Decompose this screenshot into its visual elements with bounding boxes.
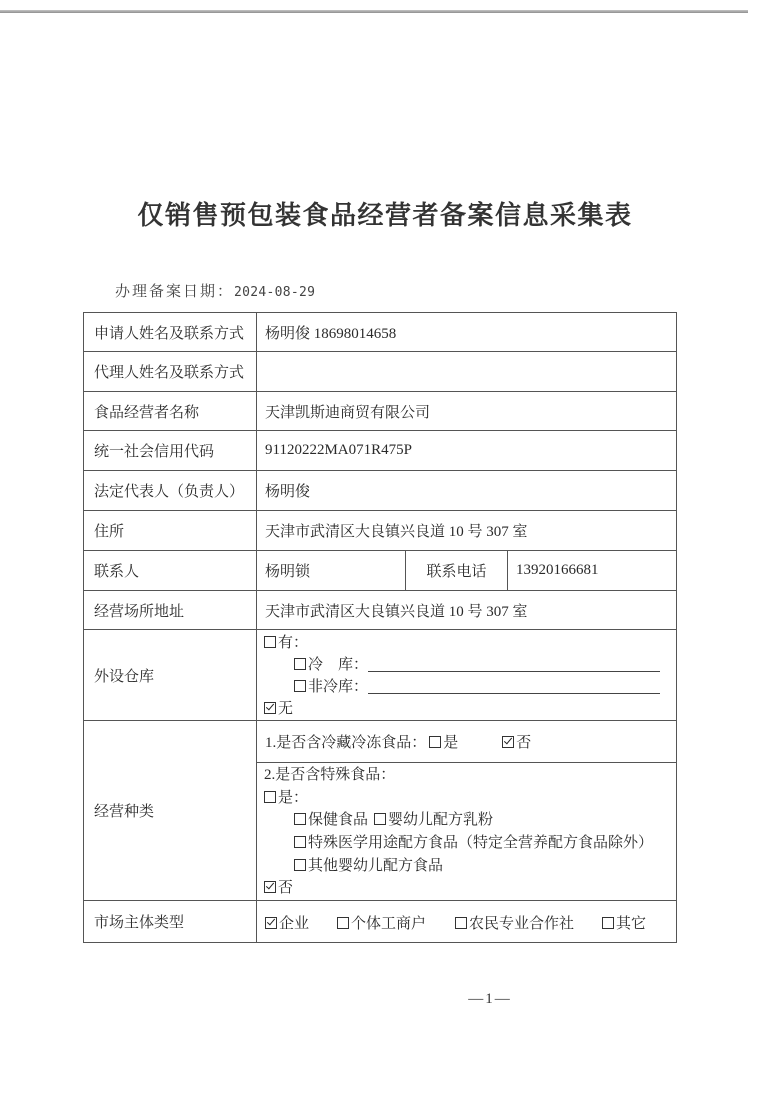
q2-option-health-food: [294, 812, 368, 828]
q1-yes-checkbox-icon: [429, 736, 441, 748]
q2-option-infant-formula: [374, 812, 493, 828]
q2-yes-checkbox-icon: [264, 791, 276, 803]
q2-no-label: 否: [278, 880, 294, 897]
warehouse-cold-blank-line: [368, 657, 660, 672]
warehouse-cold-label: 冷 库：: [308, 657, 369, 673]
applicant-value: [257, 313, 677, 352]
q1-yes-label: 是: [443, 735, 459, 751]
infant-formula-label: 婴幼儿配方乳粉: [388, 812, 494, 829]
q1-no-option: [502, 735, 531, 751]
legal-representative-value: 杨明俊: [257, 471, 677, 511]
warehouse-cold-checkbox-icon: [294, 658, 306, 670]
agent-value: [257, 352, 677, 392]
warehouse-non-cold-option: [294, 676, 669, 698]
warehouse-non-cold-blank-line: [368, 679, 660, 694]
enterprise-label: 企业: [279, 915, 310, 932]
operator-name-value: 天津凯斯迪商贸有限公司: [257, 392, 677, 431]
q2-yes-option: [264, 787, 669, 810]
warehouse-has-checkbox-icon: [264, 636, 276, 648]
contact-phone: 13920166681: [508, 551, 677, 591]
entity-type-label: 市场主体类型: [84, 901, 257, 943]
infant-formula-checkbox-icon: [374, 813, 386, 825]
scan-edge-line: [0, 10, 748, 13]
medical-food-checkbox-icon: [294, 836, 306, 848]
premises-address-label: 经营场所地址: [84, 591, 257, 630]
table-row-applicant: [84, 313, 677, 352]
business-category-q2: [257, 763, 677, 901]
other-checkbox-icon: [602, 917, 614, 929]
entity-option-other: [602, 912, 646, 933]
table-row-residence: [84, 511, 677, 551]
other-label: 其它: [616, 915, 647, 932]
health-food-checkbox-icon: [294, 813, 306, 825]
warehouse-none-label: 无: [278, 701, 294, 717]
contact-name: 杨明锁: [257, 551, 406, 591]
table-row-agent: [84, 352, 677, 392]
external-warehouse-options: [257, 630, 677, 721]
table-row-business-category-q1: [84, 721, 677, 763]
warehouse-non-cold-checkbox-icon: [294, 680, 306, 692]
q1-question: 1.是否含冷藏冷冻食品：: [265, 735, 427, 751]
entity-option-enterprise: [265, 912, 309, 933]
operator-name-label: 食品经营者名称: [84, 392, 257, 431]
medical-food-label: 特殊医学用途配方食品（特定全营养配方食品除外）: [308, 835, 654, 852]
warehouse-has-label: 有：: [278, 635, 309, 651]
contact-phone-label: 联系电话: [406, 551, 508, 591]
table-row-entity-type: [84, 901, 677, 943]
residence-value: 天津市武清区大良镇兴良道 10 号 307 室: [257, 511, 677, 551]
q2-no-option: [264, 877, 669, 900]
filing-info-table: [83, 312, 677, 943]
individual-checkbox-icon: [337, 917, 349, 929]
table-row-external-warehouse: [84, 630, 677, 721]
filing-date-value: 2024-08-29: [234, 285, 316, 300]
page-number: —1—: [468, 991, 512, 1007]
q2-yes-label: 是：: [278, 789, 309, 806]
q1-no-checkbox-icon: [502, 736, 514, 748]
q2-option-medical-food: [294, 832, 669, 855]
applicant-label: 申请人姓名及联系方式: [84, 313, 257, 352]
table-row-contact: [84, 551, 677, 591]
cooperative-checkbox-icon: [455, 917, 467, 929]
entity-type-options: [257, 901, 677, 943]
table-row-credit-code: [84, 431, 677, 471]
entity-option-individual: [337, 912, 426, 933]
table-row-operator-name: [84, 392, 677, 431]
warehouse-none-checkbox-icon: [264, 702, 276, 714]
other-infant-food-label: 其他婴幼儿配方食品: [308, 857, 444, 874]
individual-label: 个体工商户: [351, 915, 427, 932]
enterprise-checkbox-icon: [265, 917, 277, 929]
warehouse-has-option: [264, 632, 669, 654]
contact-label: 联系人: [84, 551, 257, 591]
business-category-q1: [257, 721, 677, 763]
q2-option-other-infant-food: [294, 855, 669, 878]
business-category-label: 经营种类: [84, 721, 257, 901]
warehouse-none-option: [264, 698, 669, 720]
entity-option-cooperative: [455, 912, 574, 933]
residence-label: 住所: [84, 511, 257, 551]
q2-options-line-1: [294, 809, 669, 832]
agent-label: 代理人姓名及联系方式: [84, 352, 257, 392]
applicant-name: 杨明俊: [265, 325, 311, 342]
credit-code-value: 91120222MA071R475P: [257, 431, 677, 471]
cooperative-label: 农民专业合作社: [469, 915, 575, 932]
health-food-label: 保健食品: [308, 812, 369, 829]
q1-yes-option: [429, 735, 458, 751]
q2-no-checkbox-icon: [264, 881, 276, 893]
other-infant-food-checkbox-icon: [294, 859, 306, 871]
warehouse-cold-option: [294, 654, 669, 676]
filing-date: [115, 280, 315, 301]
document-title: 仅销售预包装食品经营者备案信息采集表: [137, 201, 633, 230]
warehouse-non-cold-label: 非冷库：: [308, 679, 369, 695]
applicant-phone: 18698014658: [313, 325, 397, 342]
premises-address-value: 天津市武清区大良镇兴良道 10 号 307 室: [257, 591, 677, 630]
credit-code-label: 统一社会信用代码: [84, 431, 257, 471]
external-warehouse-label: 外设仓库: [84, 630, 257, 721]
table-row-legal-representative: [84, 471, 677, 511]
filing-date-label: 办理备案日期：: [115, 284, 235, 300]
q1-no-label: 否: [516, 735, 532, 751]
table-row-premises-address: [84, 591, 677, 630]
legal-representative-label: 法定代表人（负责人）: [84, 471, 257, 511]
q2-question: 2.是否含特殊食品：: [264, 767, 396, 783]
